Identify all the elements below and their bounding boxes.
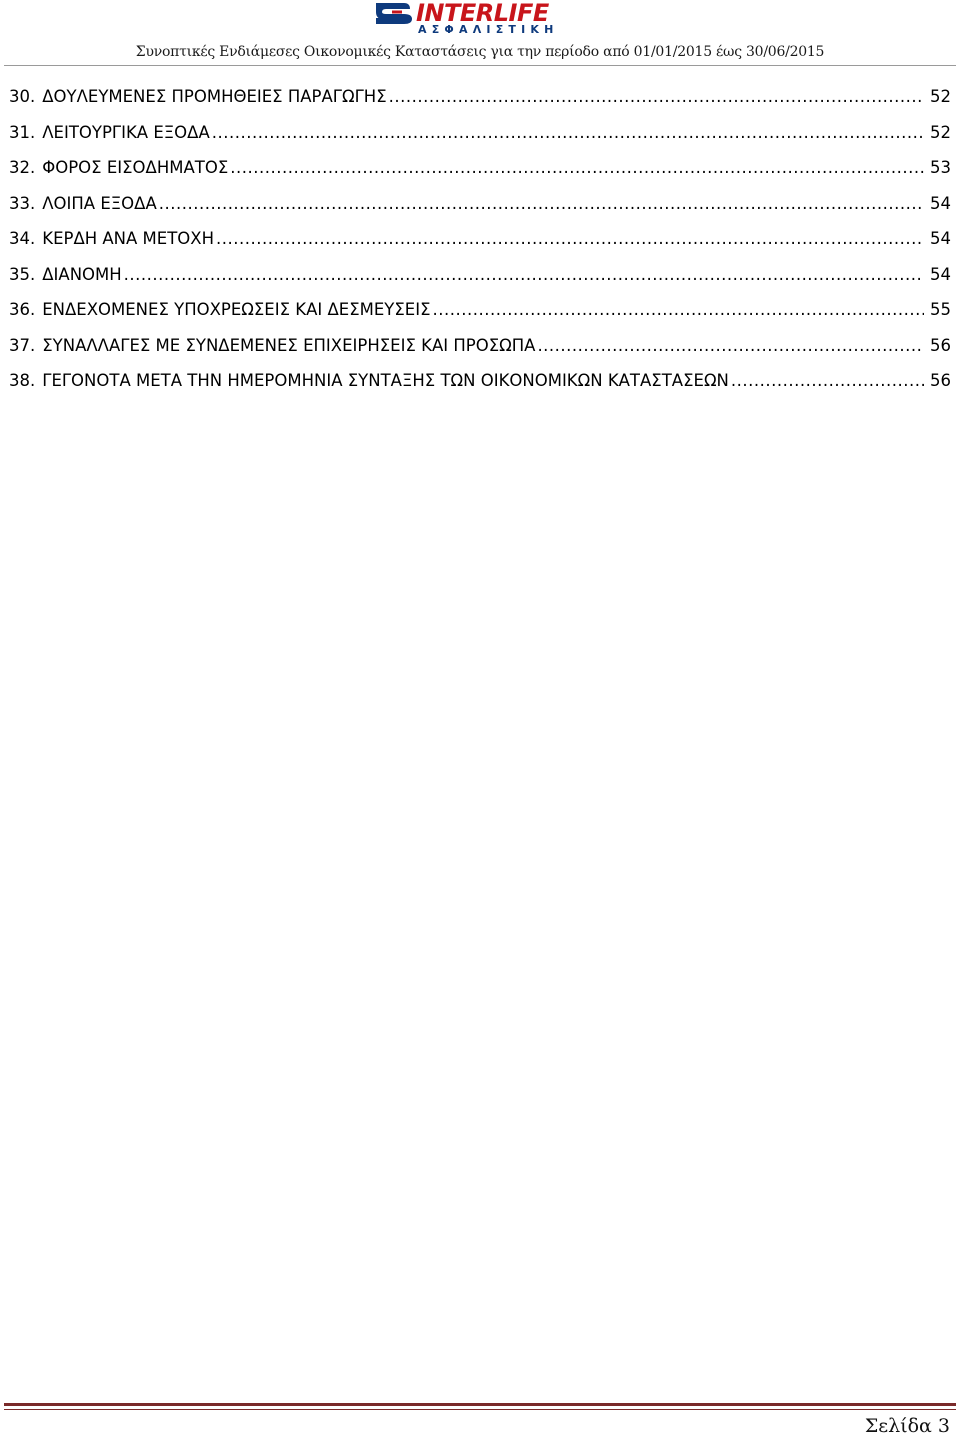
toc-entry-number: 36. [9,300,36,319]
toc-entry-title: ΓΕΓΟΝΟΤΑ ΜΕΤΑ ΤΗΝ ΗΜΕΡΟΜΗΝΙΑ ΣΥΝΤΑΞΗΣ ΤΩΝ ΟΙΚΟΝΟΜΙΚΩΝ ΚΑΤΑΣΤΑΣΕΩΝ [42,371,729,390]
footer-divider-thin [4,1409,956,1410]
toc-entry-page: 54 [930,229,951,248]
toc-entry-title: ΕΝΔΕΧΟΜΕΝΕΣ ΥΠΟΧΡΕΩΣΕΙΣ ΚΑΙ ΔΕΣΜΕΥΣΕΙΣ [42,300,431,319]
company-logo [374,0,592,40]
toc-dot-leader [212,123,924,142]
document-subtitle: Συνοπτικές Ενδιάμεσες Οικονομικές Καταστάσεις για την περίοδο από 01/01/2015 έως 30/06/2015 [135,44,825,60]
toc-entry[interactable] [9,194,951,230]
toc-entry[interactable] [9,300,951,336]
toc-entry-number: 33. [9,193,36,213]
header-divider [4,65,956,66]
toc-entry-title: ΔΙΑΝΟΜΗ [42,264,122,284]
toc-entry[interactable] [9,371,951,407]
toc-entry-page: 54 [930,193,951,213]
logo-wordmark: INTERLIFE [416,0,549,27]
toc-dot-leader [216,229,924,248]
toc-entry-number: 34. [9,229,36,248]
toc-entry-title: ΛΟΙΠΑ ΕΞΟΔΑ [42,193,157,213]
table-of-contents [9,87,951,407]
page-number: Σελίδα 3 [864,1415,950,1437]
toc-entry[interactable] [9,87,951,123]
interlife-logo-mark-icon [374,1,414,25]
toc-entry-number: 38. [9,371,36,390]
toc-entry-page: 52 [930,122,951,142]
toc-dot-leader [230,158,924,177]
toc-dot-leader [389,87,924,106]
toc-dot-leader [433,300,924,319]
toc-entry-title: ΛΕΙΤΟΥΡΓΙΚΑ ΕΞΟΔΑ [42,122,210,142]
toc-entry-page: 56 [930,371,951,390]
footer-divider-thick [4,1403,956,1406]
toc-entry-page: 53 [930,158,951,177]
toc-entry[interactable] [9,336,951,372]
logo-subtitle: ΑΣΦΑΛΙΣΤΙΚΗ [418,23,559,36]
toc-entry-page: 54 [930,264,951,284]
toc-entry-number: 35. [9,264,36,284]
toc-entry[interactable] [9,123,951,159]
toc-entry-title: ΚΕΡΔΗ ΑΝΑ ΜΕΤΟΧΗ [42,229,214,248]
toc-entry[interactable] [9,265,951,301]
toc-entry-title: ΦΟΡΟΣ ΕΙΣΟΔΗΜΑΤΟΣ [42,158,229,177]
toc-entry-page: 55 [930,300,951,319]
toc-entry[interactable] [9,229,951,265]
toc-entry-title: ΣΥΝΑΛΛΑΓΕΣ ΜΕ ΣΥΝΔΕΜΕΝΕΣ ΕΠΙΧΕΙΡΗΣΕΙΣ ΚΑΙ ΠΡΟΣΩΠΑ [42,335,536,355]
toc-entry-page: 56 [930,335,951,355]
toc-dot-leader [731,371,924,390]
toc-entry-number: 30. [9,87,36,106]
toc-dot-leader [537,336,924,355]
toc-entry[interactable] [9,158,951,194]
toc-entry-number: 31. [9,122,36,142]
toc-entry-number: 37. [9,335,36,355]
toc-entry-page: 52 [930,87,951,106]
toc-dot-leader [159,194,924,213]
toc-entry-title: ΔΟΥΛΕΥΜΕΝΕΣ ΠΡΟΜΗΘΕΙΕΣ ΠΑΡΑΓΩΓΗΣ [42,87,387,106]
toc-entry-number: 32. [9,158,36,177]
toc-dot-leader [124,265,924,284]
